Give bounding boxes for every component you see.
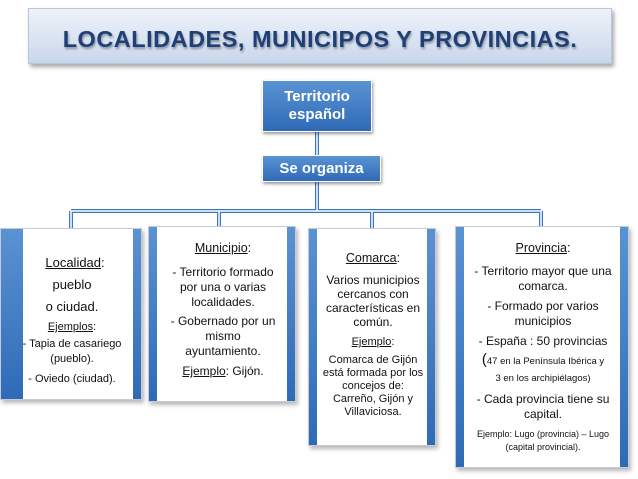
municipio-line-2: por una o varias [179, 280, 267, 294]
card-provincia-body [456, 227, 630, 454]
root-line-2: español [288, 106, 346, 123]
root-node-territorio [262, 80, 372, 132]
municipio-line-5: mismo [205, 329, 241, 343]
localidad-example-1: - Tapia de casariego [22, 338, 122, 350]
card-localidad-body [1, 229, 143, 387]
provincia-example-2: (capital provincial). [505, 442, 581, 452]
card-municipio [148, 226, 296, 402]
comarca-example-5: Villaviciosa. [344, 406, 402, 418]
provincia-example-1: Ejemplo: Lugo (provincia) – Lugo [476, 429, 610, 439]
card-comarca-body [309, 229, 437, 419]
localidad-example-label: Ejemplos: [47, 321, 97, 333]
localidad-example-3: - Oviedo (ciudad). [28, 373, 116, 385]
provincia-line-5: - España : 50 provincias [478, 334, 608, 348]
localidad-line-1: pueblo [52, 277, 92, 292]
provincia-line-1: - Territorio mayor que una [474, 264, 612, 278]
comarca-line-2: cercanos con [337, 287, 409, 301]
provincia-heading: Provincia: [515, 241, 571, 255]
municipio-line-3: localidades. [191, 295, 255, 309]
page-title: LOCALIDADES, MUNICIPOS Y PROVINCIAS. [62, 26, 578, 52]
provincia-line-3: - Formado por varios [487, 299, 599, 313]
card-comarca [308, 228, 436, 446]
comarca-example-2: está formada por los [322, 367, 424, 379]
municipio-example: Ejemplo: Gijón. [182, 364, 264, 378]
organiza-label: Se organiza [279, 160, 364, 177]
provincia-line-2: comarca. [518, 279, 568, 293]
comarca-example-3: concejos de: [342, 380, 404, 392]
provincia-line-8: - Cada provincia tiene su [476, 392, 610, 406]
comarca-example-label: Ejemplo: [351, 336, 395, 348]
card-municipio-body [149, 227, 297, 379]
provincia-line-6: (47 en la Península Ibérica y [481, 351, 605, 368]
comarca-line-4: común. [353, 315, 393, 329]
localidad-example-2: (pueblo). [50, 353, 94, 365]
comarca-example-1: Comarca de Gijón [328, 354, 418, 366]
municipio-line-1: - Territorio formado [172, 265, 274, 279]
comarca-line-3: características en [325, 301, 421, 315]
organiza-node [262, 155, 381, 182]
card-localidad [0, 228, 142, 400]
provincia-line-4: municipios [514, 314, 572, 328]
title-banner [28, 8, 612, 64]
localidad-heading: Localidad: [45, 255, 105, 270]
comarca-heading: Comarca: [345, 251, 401, 265]
comarca-example-4: Carreño, Gijón y [332, 393, 414, 405]
provincia-line-7: 3 en los archipiélagos) [495, 373, 591, 384]
localidad-line-2: o ciudad. [45, 299, 99, 314]
municipio-line-6: ayuntamiento. [185, 344, 261, 358]
municipio-heading: Municipio: [194, 241, 252, 255]
card-provincia [455, 226, 629, 468]
provincia-line-9: capital. [523, 407, 563, 421]
comarca-line-1: Varios municipios [326, 273, 420, 287]
municipio-line-4: - Gobernado por un [170, 314, 276, 328]
root-line-1: Territorio [284, 88, 350, 105]
